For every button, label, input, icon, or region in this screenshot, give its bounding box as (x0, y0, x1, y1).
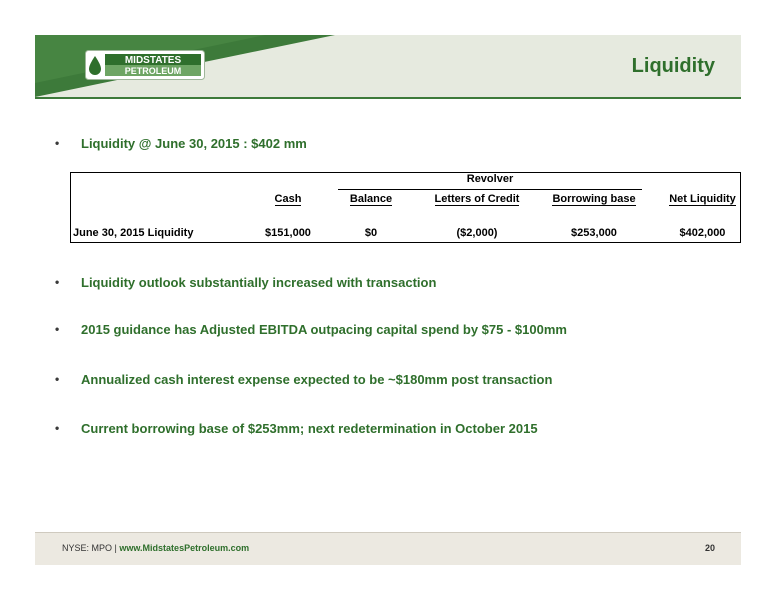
bullet-liquidity-outlook (55, 275, 436, 290)
logo-text-midstates: MIDSTATES (124, 55, 182, 66)
bullet-interest-expense (55, 372, 552, 387)
liquidity-table (70, 172, 741, 243)
bullet-text: Annualized cash interest expense expected to be ~$180mm post transaction (81, 372, 553, 387)
col-header-net-liquidity: Net Liquidity (669, 193, 736, 205)
col-header-borrowing-base: Borrowing base (552, 193, 636, 205)
footer-text (62, 543, 249, 553)
bullet-liquidity-summary (55, 136, 307, 151)
value-net-liquidity: $402,000 (679, 227, 726, 239)
footer-website-link[interactable]: www.MidstatesPetroleum.com (119, 543, 250, 553)
bullet-text: Liquidity outlook substantially increased with transaction (81, 275, 437, 290)
revolver-group-line (338, 189, 642, 190)
value-borrowing-base: $253,000 (571, 227, 617, 239)
slide (35, 35, 741, 565)
page-title: Liquidity (631, 55, 715, 77)
col-header-cash: Cash (274, 193, 302, 205)
footer-divider (35, 532, 741, 533)
revolver-group-header: Revolver (466, 173, 514, 185)
value-cash: $151,000 (265, 227, 311, 239)
bullet-dot: • (55, 372, 60, 386)
footer-ticker: NYSE: MPO (62, 543, 113, 553)
slide-footer (35, 532, 741, 565)
logo-text-petroleum: PETROLEUM (124, 66, 182, 76)
footer-separator: | (114, 543, 117, 553)
col-header-letters-of-credit: Letters of Credit (434, 193, 520, 205)
row-label: June 30, 2015 Liquidity (73, 227, 194, 239)
bullet-borrowing-base (55, 421, 538, 436)
bullet-text: 2015 guidance has Adjusted EBITDA outpacing capital spend by $75 - $100mm (81, 322, 567, 337)
bullet-dot: • (55, 322, 60, 336)
bullet-dot: • (55, 275, 60, 289)
slide-header (35, 35, 741, 99)
value-balance: $0 (364, 227, 378, 239)
bullet-dot: • (55, 421, 60, 435)
page-number: 20 (704, 543, 715, 553)
bullet-guidance (55, 322, 567, 337)
bullet-dot: • (55, 136, 60, 150)
value-letters-of-credit: ($2,000) (456, 227, 498, 239)
bullet-text: Current borrowing base of $253mm; next redetermination in October 2015 (81, 421, 538, 436)
col-header-balance: Balance (349, 193, 393, 205)
midstates-petroleum-logo (85, 50, 205, 80)
bullet-text: Liquidity @ June 30, 2015 : $402 mm (81, 136, 307, 151)
